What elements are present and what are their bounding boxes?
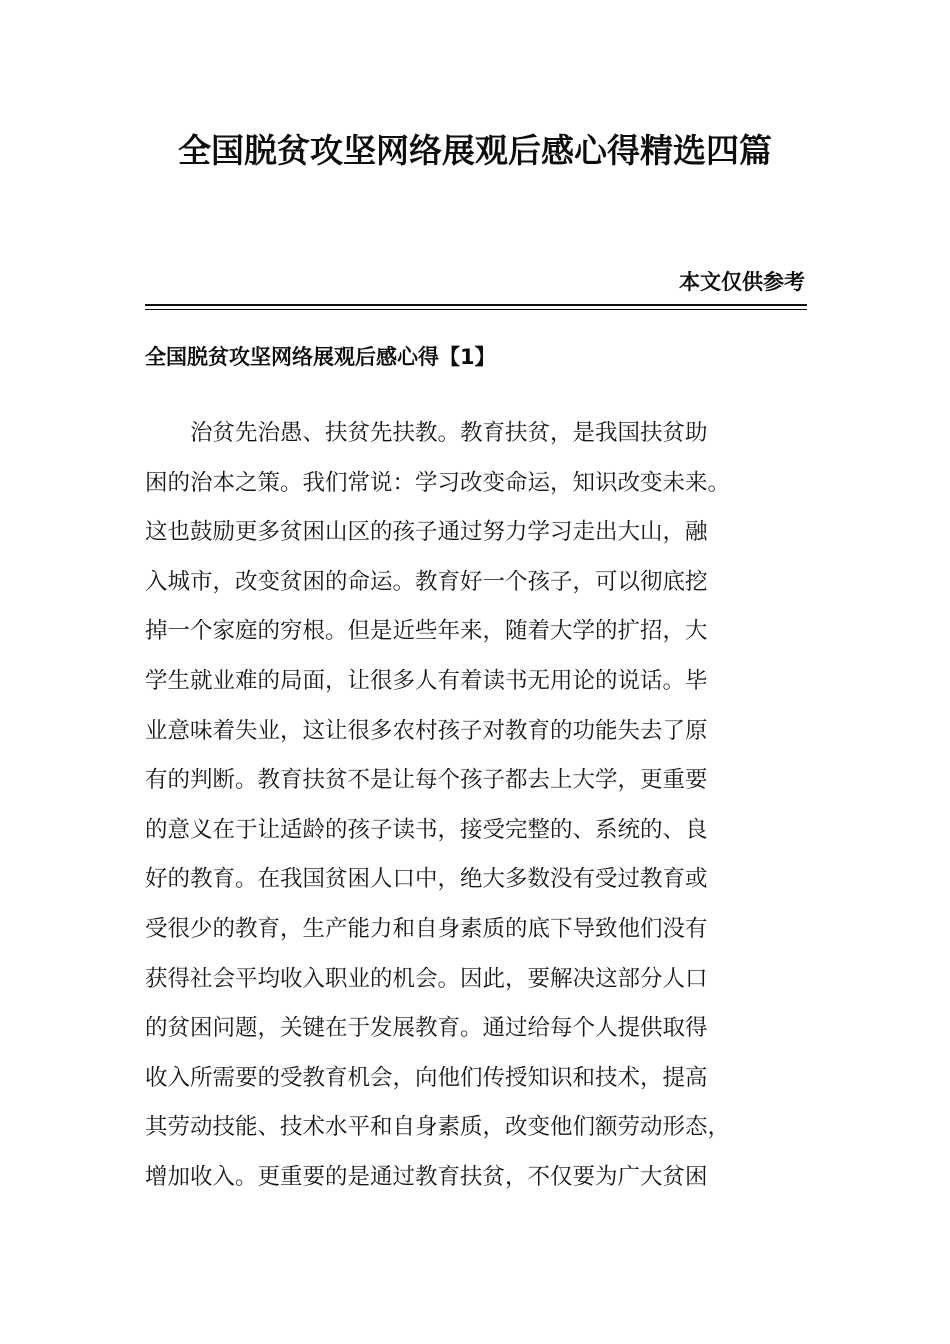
body-line: 其劳动技能、技术水平和自身素质，改变他们额劳动形态， (145, 1114, 731, 1141)
body-line: 的意义在于让适龄的孩子读书，接受完整的、系统的、良 (145, 816, 708, 843)
document-title: 全国脱贫攻坚网络展观后感心得精选四篇 (178, 131, 772, 170)
body-line: 的贫困问题，关键在于发展教育。通过给每个人提供取得 (145, 1015, 708, 1042)
body-line: 获得社会平均收入职业的机会。因此，要解决这部分人口 (145, 965, 708, 992)
body-line: 困的治本之策。我们常说：学习改变命运，知识改变未来。 (145, 469, 731, 496)
reference-note: 本文仅供参考 (679, 270, 805, 294)
divider-thick (145, 304, 807, 306)
body-line: 受很少的教育，生产能力和自身素质的底下导致他们没有 (145, 915, 708, 942)
body-line: 这也鼓励更多贫困山区的孩子通过努力学习走出大山，融 (145, 519, 708, 546)
body-line: 治贫先治愚、扶贫先扶教。教育扶贫，是我国扶贫助 (145, 420, 708, 446)
body-line: 掉一个家庭的穷根。但是近些年来，随着大学的扩招，大 (145, 618, 708, 645)
body-line: 收入所需要的受教育机会，向他们传授知识和技术，提高 (145, 1064, 708, 1091)
body-line: 学生就业难的局面，让很多人有着读书无用论的说话。毕 (145, 667, 708, 694)
body-line: 好的教育。在我国贫困人口中，绝大多数没有受过教育或 (145, 866, 708, 893)
body-line: 业意味着失业，这让很多农村孩子对教育的功能失去了原 (145, 717, 708, 744)
body-paragraph (145, 409, 807, 1203)
body-line: 有的判断。教育扶贫不是让每个孩子都去上大学，更重要 (145, 767, 708, 794)
divider-thin (145, 309, 807, 310)
body-line: 增加收入。更重要的是通过教育扶贫，不仅要为广大贫困 (145, 1163, 708, 1190)
body-line: 入城市，改变贫困的命运。教育好一个孩子，可以彻底挖 (145, 568, 708, 595)
section-heading: 全国脱贫攻坚网络展观后感心得【1】 (145, 345, 496, 369)
